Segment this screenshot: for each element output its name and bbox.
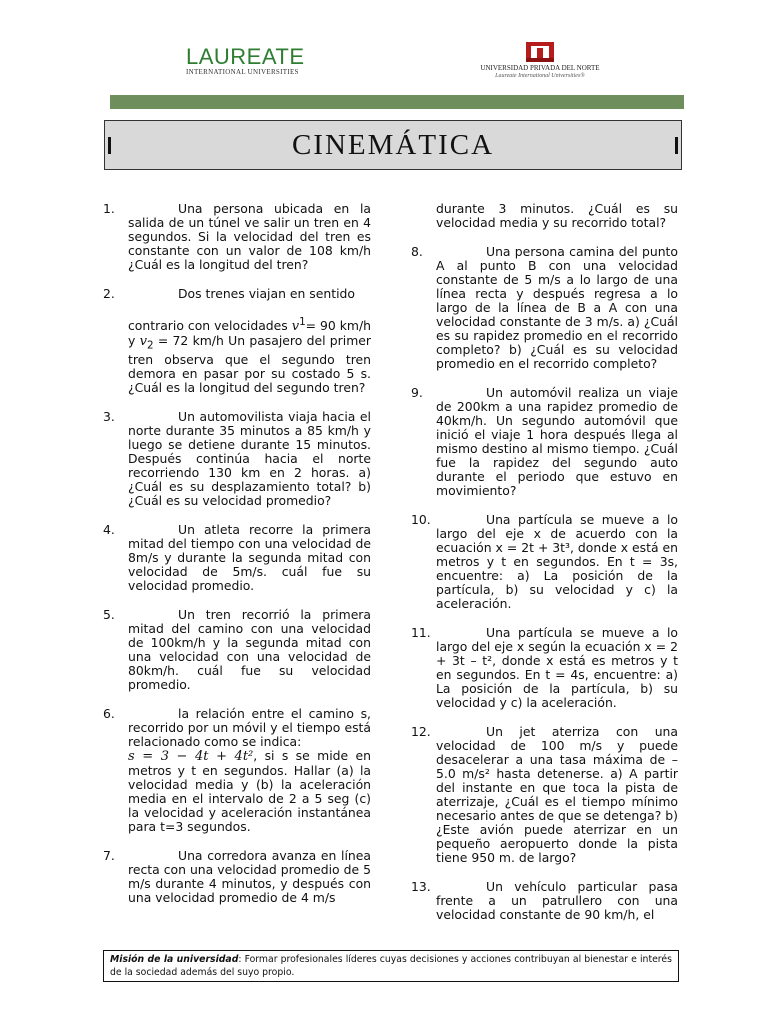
problem-item <box>103 849 371 905</box>
laureate-logo-word: LAUREATE <box>186 44 305 69</box>
header-divider-bar <box>110 95 684 109</box>
problem-item <box>103 523 371 593</box>
problem-number: 3. <box>103 408 115 424</box>
right-column <box>411 202 678 937</box>
problem-number: 9. <box>411 385 423 400</box>
mission-label: Misión de la universidad <box>110 954 239 965</box>
position-equation: s = 3 − 4t + 4t² <box>128 748 254 764</box>
problem-item <box>411 725 678 865</box>
title-banner <box>104 120 682 170</box>
problem-text: Una corredora avanza en línea recta con una velocidad promedio de 5 m/s durante 4 minutos, y después con una velocidad promedio de 4 m/s <box>128 847 371 905</box>
problem-number: 11. <box>411 625 431 640</box>
upn-emblem-icon <box>526 42 554 62</box>
problem-text: Un automovilista viaja hacia el norte durante 35 minutos a 85 km/h y luego se detiene durante 15 minutos. Después continúa hacia el norte recorriendo 130 km en 2 horas. a) ¿Cuál es su desplazamiento total? b) ¿Cuál es su velocidad promedio? <box>128 408 371 508</box>
problem-number: 1. <box>103 201 115 216</box>
problem-item <box>103 287 371 395</box>
upn-logo-subtitle: Laureate International Universities® <box>495 73 585 79</box>
problem-text: Un atleta recorre la primera mitad del tiempo con una velocidad de 8m/s y durante la segunda mitad con velocidad de 5m/s. cuál fue su velocidad promedio. <box>128 521 371 593</box>
problem-number: 7. <box>103 847 115 863</box>
problem-text: la relación entre el camino s, recorrido por un móvil y el tiempo está relacionado como se indica: <box>128 705 371 749</box>
problem-item <box>411 386 678 498</box>
upn-logo <box>455 42 625 80</box>
problem-item <box>103 608 371 692</box>
problem-text: Una persona ubicada en la salida de un túnel ve salir un tren en 4 segundos. Si la velocidad del tren es constante con un valor de 108 km/h ¿Cuál es la longitud del tren? <box>128 201 371 272</box>
problem-text: Un tren recorrió la primera mitad del camino con una velocidad de 100km/h y la segunda mitad con una velocidad con una velocidad de 80km/h. cuál fue su velocidad promedio. <box>128 606 371 692</box>
problem-number: 8. <box>411 244 423 259</box>
problem-number: 4. <box>103 521 115 537</box>
problem-text: Dos trenes viajan en sentido <box>178 286 355 301</box>
problem-item <box>411 880 678 922</box>
problem-number: 12. <box>411 724 431 739</box>
laureate-logo-subtitle: INTERNATIONAL UNIVERSITIES <box>186 68 299 76</box>
problem-number: 6. <box>103 705 115 721</box>
problem-continuation <box>411 202 678 230</box>
mission-text: : Formar profesionales líderes cuyas decisiones y acciones contribuyan al bienestar e interés de la sociedad además del suyo propio. <box>110 954 672 978</box>
velocity-symbol: v <box>291 319 300 335</box>
problem-text: Un automóvil realiza un viaje de 200km a una rapidez promedio de 40km/h. Un segundo automóvil que inició el viaje 1 hora después llega al mismo destino al mismo tiempo. ¿Cuál fue la rapidez del segundo auto durante el periodo que estuvo en movimiento? <box>436 385 678 498</box>
problem-text-cont: = 72 km/h Un pasajero del primer tren observa que el segundo tren demora en pasar por su costado 5 s. ¿Cuál es la longitud del segundo tren? <box>128 333 371 395</box>
problem-item <box>411 513 678 611</box>
laureate-logo <box>186 46 331 77</box>
problem-item <box>103 707 371 834</box>
problem-number: 2. <box>103 286 115 301</box>
problem-number: 13. <box>411 879 431 894</box>
problem-text: Un vehículo particular pasa frente a un patrullero con una velocidad constante de 90 km/h, el <box>436 879 678 922</box>
problem-text: Una persona camina del punto A al punto B con una velocidad constante de 5 m/s a lo largo de una línea recta y después regresa a lo largo de la línea de B a A con una velocidad constante de 3 m/s. a) ¿Cuál es su rapidez promedio en el recorrido completo? b) ¿Cuál es su velocidad promedio en el recorrido completo? <box>436 244 678 371</box>
page-header <box>0 0 768 95</box>
problem-text: Un jet aterriza con una velocidad de 100 m/s y puede desacelerar a una tasa máxima de –5.0 m/s² hasta detenerse. a) A partir del instante en que toca la pista de aterrizaje, ¿Cuál es el tiempo mínimo necesario antes de que se detenga? b) ¿Este avión puede aterrizar en un pequeño aeropuerto donde la pista tiene 950 m. de largo? <box>436 724 678 865</box>
upn-logo-name: UNIVERSIDAD PRIVADA DEL NORTE <box>480 64 600 72</box>
problem-text: durante 3 minutos. ¿Cuál es su velocidad media y su recorrido total? <box>436 201 678 230</box>
banner-right-edge <box>675 137 678 154</box>
problem-number: 10. <box>411 512 431 527</box>
problem-item <box>103 202 371 272</box>
problem-text: Una partícula se mueve a lo largo del eje x según la ecuación x = 2 + 3t – t², donde x está es metros y t en segundos. En t = 4s, encuentre: a) La posición de la partícula, b) su velocidad y c) la aceleración. <box>436 625 678 710</box>
problem-item <box>103 410 371 508</box>
velocity-subscript: 2 <box>146 339 154 352</box>
velocity-symbol: v <box>139 334 147 350</box>
problem-text-cont: , si s se mide en metros y t en segundos. Hallar (a) la velocidad media y (b) la aceleración media en el intervalo de 2 a 5 seg (c) la velocidad y aceleración instantánea para t=3 segundos. <box>128 747 371 834</box>
university-mission-box <box>103 950 679 982</box>
problem-text-cont: contrario con velocidades <box>128 318 292 334</box>
page-title: CINEMÁTICA <box>291 129 495 161</box>
problem-item <box>411 245 678 371</box>
velocity-superscript: 1 <box>299 316 306 328</box>
problem-number: 5. <box>103 606 115 622</box>
problem-item <box>411 626 678 710</box>
problem-text-cont: = 90 km/h y <box>128 318 371 349</box>
left-column <box>103 202 371 920</box>
problem-text: Una partícula se mueve a lo largo del eje x de acuerdo con la ecuación x = 2t + 3t³, donde x está en metros y t en segundos. En t = 3s, encuentre: a) La posición de la partícula, b) su velocidad y c) la aceleración. <box>436 512 678 611</box>
